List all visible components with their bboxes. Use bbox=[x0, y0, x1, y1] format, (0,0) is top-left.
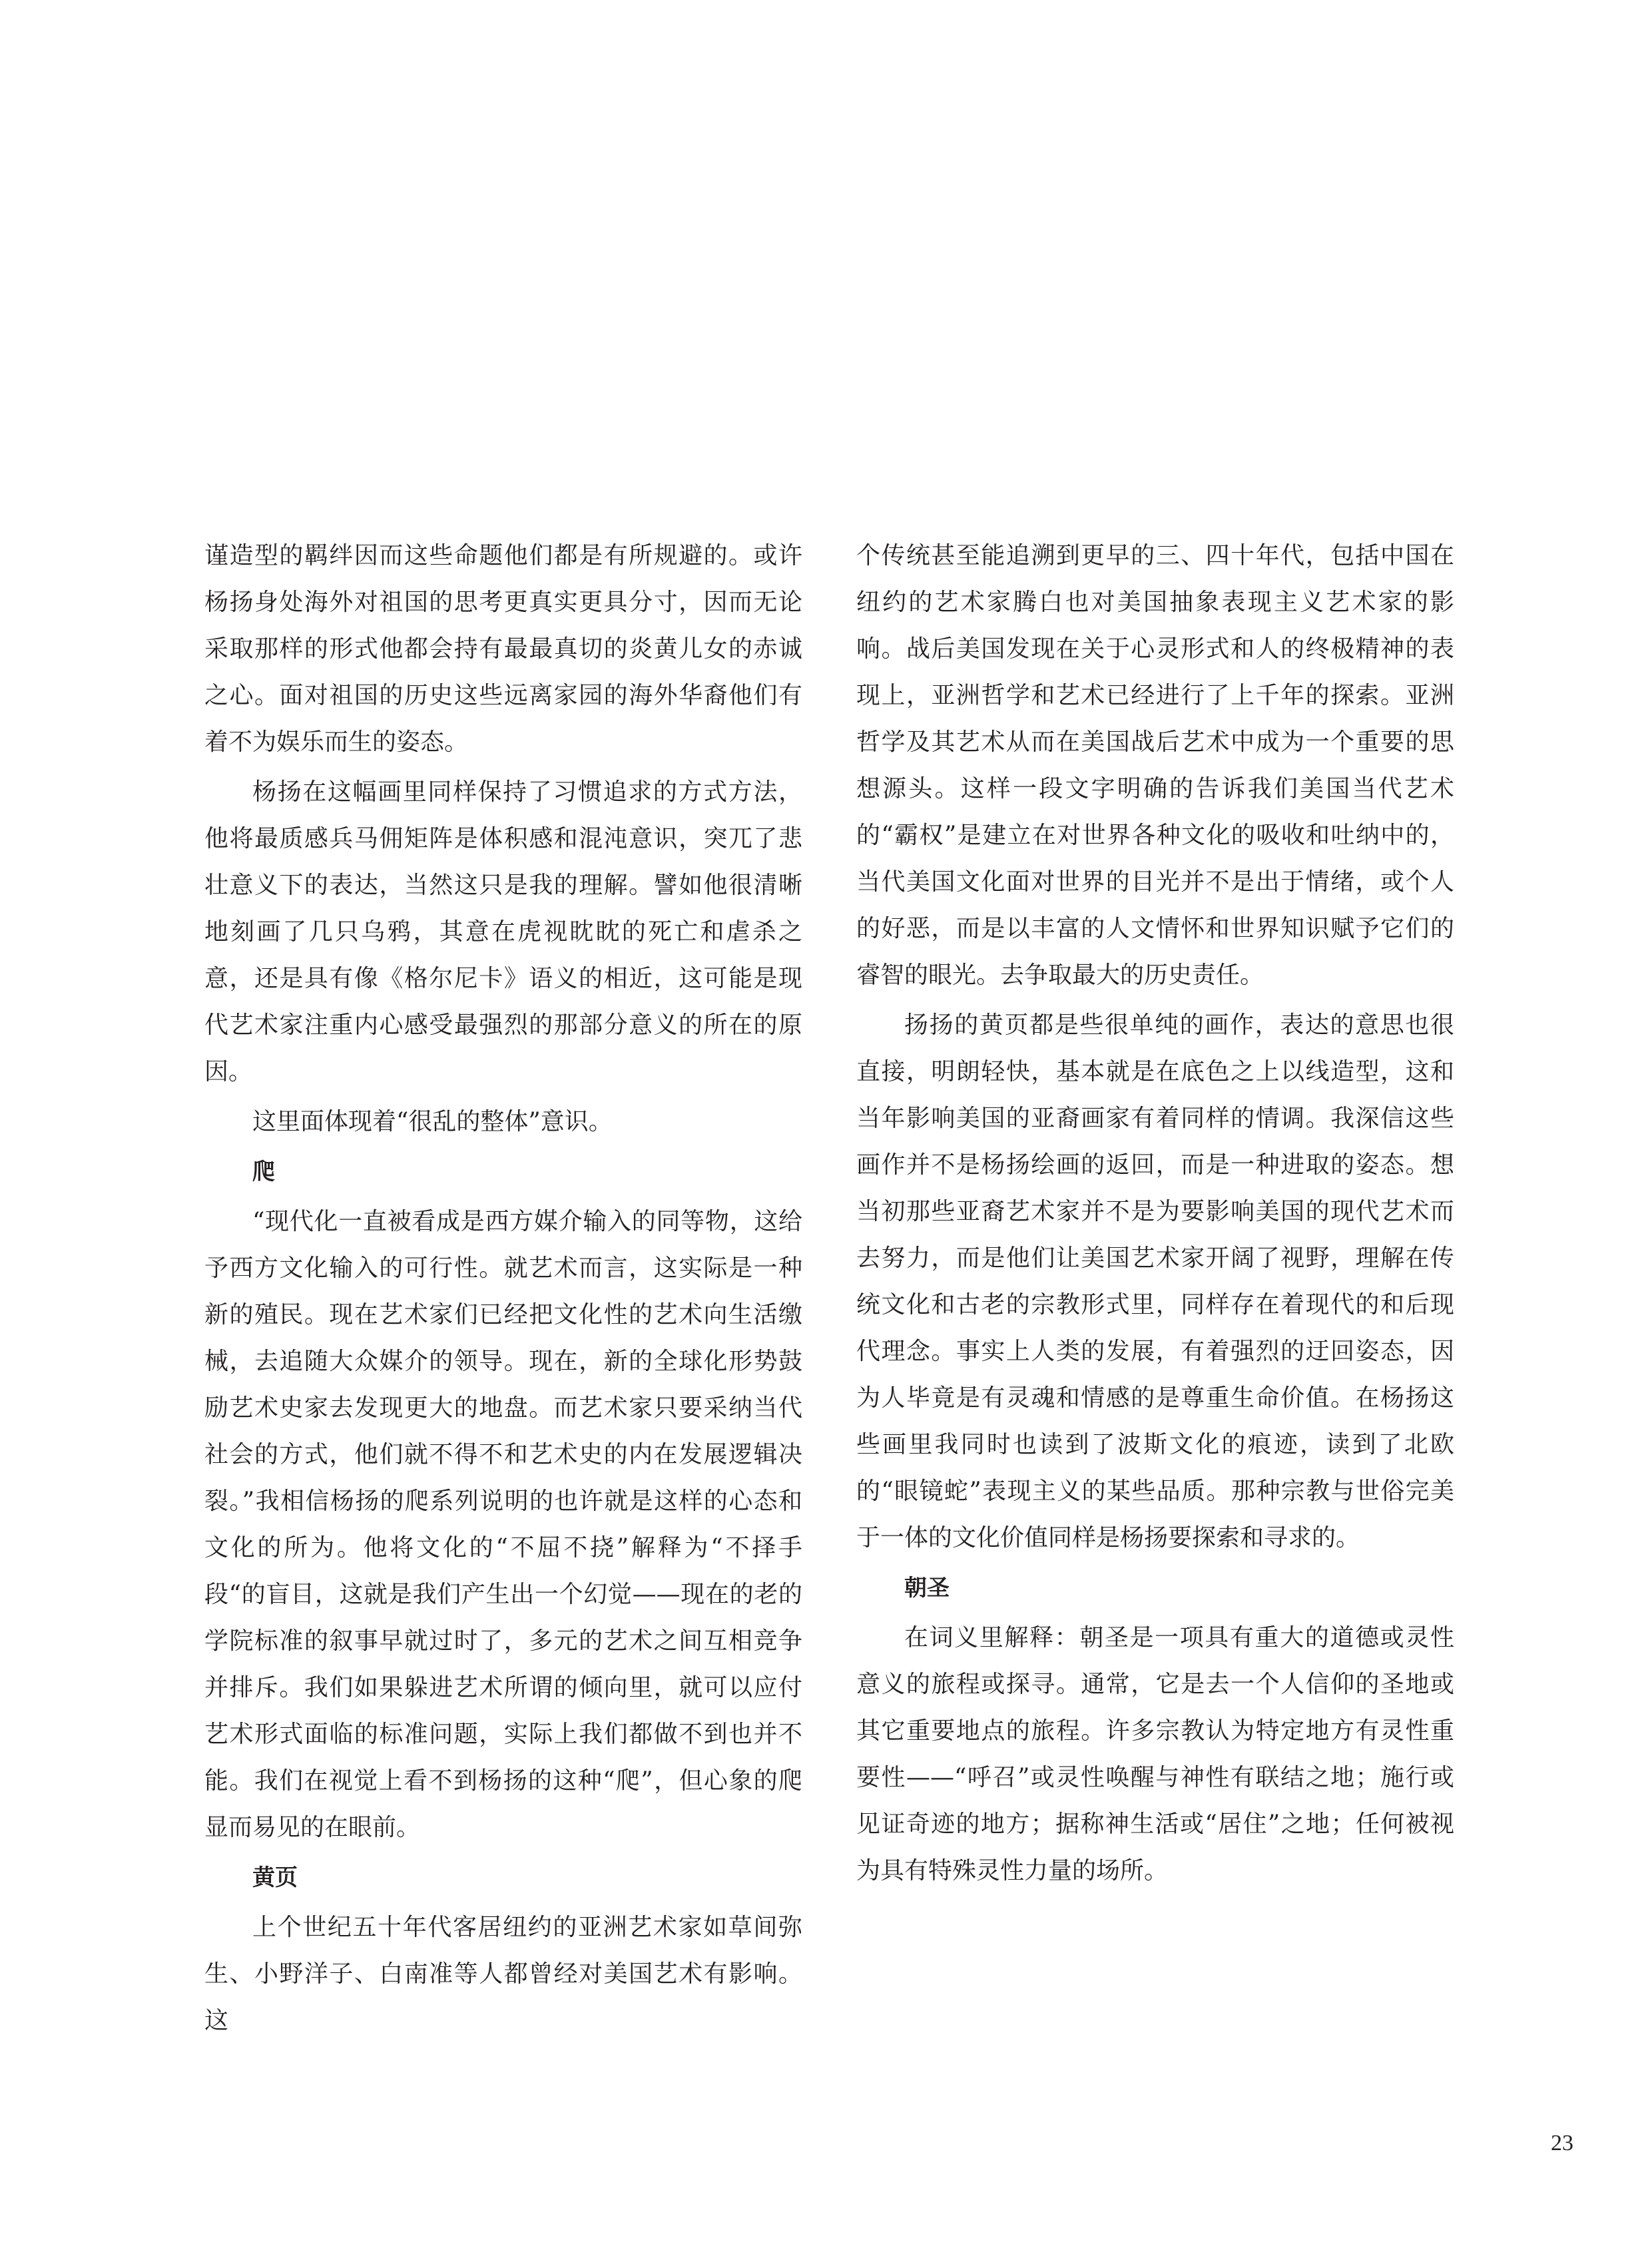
section-heading-pa: 爬 bbox=[252, 1159, 275, 1185]
paragraph: 在词义里解释：朝圣是一项具有重大的道德或灵性意义的旅程或探寻。通常，它是去一个人信仰的圣地或其它重要地点的旅程。许多宗教认为特定地方有灵性重要性——“呼召”或灵性唤醒与神性有联结之地；施行或见证奇迹的地方；据称神生活或“居住”之地；任何被视为具有特殊灵性力量的场所。 bbox=[856, 1624, 1454, 1884]
paragraph: 个传统甚至能追溯到更早的三、四十年代，包括中国在纽约的艺术家腾白也对美国抽象表现主义艺术家的影响。战后美国发现在关于心灵形式和人的终极精神的表现上，亚洲哲学和艺术已经进行了上千年的探索。亚洲哲学及其艺术从而在美国战后艺术中成为一个重要的思想源头。这样一段文字明确的告诉我们美国当代艺术的“霸权”是建立在对世界各种文化的吸收和吐纳中的，当代美国文化面对世界的目光并不是出于情绪，或个人的好恶，而是以丰富的人文情怀和世界知识赋予它们的睿智的眼光。去争取最大的历史责任。 bbox=[856, 542, 1454, 989]
left-column bbox=[204, 533, 802, 2048]
right-column bbox=[856, 533, 1454, 1898]
page-number: 23 bbox=[1551, 2131, 1573, 2155]
paragraph: 杨扬在这幅画里同样保持了习惯追求的方式方法，他将最质感兵马佣矩阵是体积感和混沌意识，突兀了悲壮意义下的表达，当然这只是我的理解。譬如他很清晰地刻画了几只乌鸦，其意在虎视眈眈的死亡和虐杀之意，还是具有像《格尔尼卡》语义的相近，这可能是现代艺术家注重内心感受最强烈的那部分意义的所在的原因。 bbox=[204, 778, 802, 1085]
section-heading-huangye: 黄页 bbox=[252, 1864, 298, 1891]
section-heading-chaosheng: 朝圣 bbox=[904, 1575, 950, 1601]
paragraph: 谨造型的羁绊因而这些命题他们都是有所规避的。或许杨扬身处海外对祖国的思考更真实更具分寸，因而无论采取那样的形式他都会持有最最真切的炎黄儿女的赤诚之心。面对祖国的历史这些远离家园的海外华裔他们有着不为娱乐而生的姿态。 bbox=[204, 542, 802, 756]
paragraph: 扬扬的黄页都是些很单纯的画作，表达的意思也很直接，明朗轻快，基本就是在底色之上以线造型，这和当年影响美国的亚裔画家有着同样的情调。我深信这些画作并不是杨扬绘画的返回，而是一种进取的姿态。想当初那些亚裔艺术家并不是为要影响美国的现代艺术而去努力，而是他们让美国艺术家开阔了视野，理解在传统文化和古老的宗教形式里，同样存在着现代的和后现代理念。事实上人类的发展，有着强烈的迂回姿态，因为人毕竟是有灵魂和情感的是尊重生命价值。在杨扬这些画里我同时也读到了波斯文化的痕迹，读到了北欧的“眼镜蛇”表现主义的某些品质。那种宗教与世俗完美于一体的文化价值同样是杨扬要探索和寻求的。 bbox=[856, 1011, 1454, 1551]
paragraph: 上个世纪五十年代客居纽约的亚洲艺术家如草间弥生、小野洋子、白南准等人都曾经对美国艺术有影响。这 bbox=[204, 1914, 802, 2034]
paragraph: 这里面体现着“很乱的整体”意识。 bbox=[252, 1108, 613, 1135]
paragraph: “现代化一直被看成是西方媒介输入的同等物，这给予西方文化输入的可行性。就艺术而言，这实际是一种新的殖民。现在艺术家们已经把文化性的艺术向生活缴械，去追随大众媒介的领导。现在，新的全球化形势鼓励艺术史家去发现更大的地盘。而艺术家只要采纳当代社会的方式，他们就不得不和艺术史的内在发展逻辑决裂。”我相信杨扬的爬系列说明的也许就是这样的心态和文化的所为。他将文化的“不屈不挠”解释为“不择手段“的盲目，这就是我们产生出一个幻觉——现在的老的学院标准的叙事早就过时了，多元的艺术之间互相竞争并排斥。我们如果躲进艺术所谓的倾向里，就可以应付艺术形式面临的标准问题，实际上我们都做不到也并不能。我们在视觉上看不到杨扬的这种“爬”，但心象的爬显而易见的在眼前。 bbox=[204, 1208, 802, 1841]
